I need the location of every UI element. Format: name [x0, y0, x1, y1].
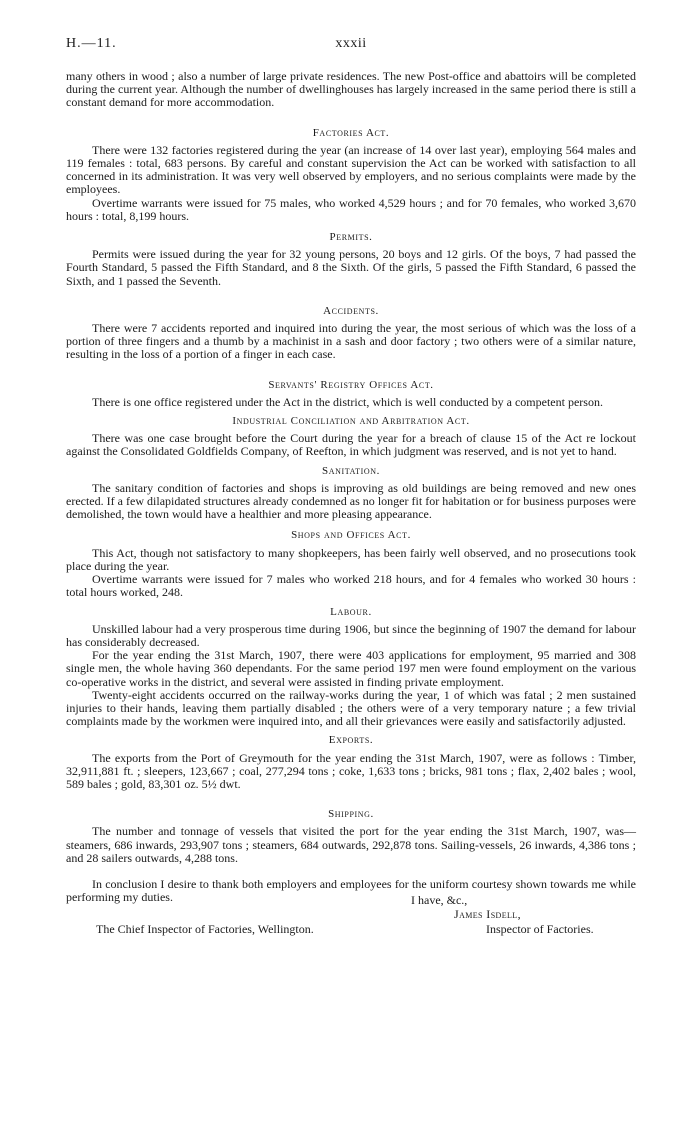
section-heading: Accidents.	[323, 304, 379, 317]
section-heading: Labour.	[330, 605, 372, 618]
section-heading: Industrial Conciliation and Arbitration Act.	[232, 415, 470, 428]
paragraph: Unskilled labour had a very prosperous time during 1906, but since the beginning of 1907 the demand for labour has considerably decreased.	[66, 621, 636, 649]
intro-paragraph: many others in wood ; also a number of large private residences. The new Post-office and abattoirs will be completed during the current year. Although the number of dwellinghouses has largely increased in the same period there is still a constant demand for more accommodation.	[66, 69, 636, 110]
section-heading: Factories Act.	[312, 126, 390, 139]
document-reference: H.—11.	[66, 36, 117, 51]
paragraph: This Act, though not satisfactory to many shopkeepers, has been fairly well observed, and no prosecutions took place during the year.	[66, 545, 636, 573]
section-shops-offices	[66, 529, 636, 599]
signatory-name: James Isdell,	[454, 907, 521, 922]
paragraph: Overtime warrants were issued for 7 males who worked 218 hours, and for 4 females who worked 30 hours : total hours worked, 248.	[66, 572, 636, 600]
paragraph: Permits were issued during the year for 32 young persons, 20 boys and 12 girls. Of the boys, 7 had passed the Fourth Standard, 5 passed the Fifth Standard, and 8 the Sixth. Of the girls, 5 passed the Fifth Standard, 6 passed the Sixth, and 1 passed the Seventh.	[66, 247, 636, 288]
section-heading: Servants' Registry Offices Act.	[268, 378, 434, 391]
salutation: I have, &c.,	[411, 893, 468, 908]
closing-paragraph: In conclusion I desire to thank both employers and employees for the uniform courtesy shown towards me while performing my duties.	[66, 876, 636, 905]
paragraph: There were 132 factories registered during the year (an increase of 14 over last year), employing 564 males and 119 females : total, 683 persons. By careful and constant supervision the Act can be worked with satisfaction to all concerned in its administration. It was very well observed by employers, and no serious complaints were made by the employees.	[66, 142, 636, 197]
page-header	[66, 36, 636, 56]
section-heading: Sanitation.	[322, 464, 380, 477]
paragraph: Twenty-eight accidents occurred on the railway-works during the year, 1 of which was fatal ; 2 men sustained injuries to their hands, leaving them partially disabled ; the others were of a very temporary nature ; a few trivial complaints made by the workmen were inquired into, and all their grievances were easily and satisfactorily adjusted.	[66, 687, 636, 729]
signature-block	[66, 893, 636, 967]
paragraph: The number and tonnage of vessels that visited the port for the year ending the 31st March, 1907, was—steamers, 686 inwards, 293,907 tons ; steamers, 684 outwards, 292,878 tons. Sailing-vessels, 26 inwards, 4,386 tons ; and 28 sailers outwards, 4,288 tons.	[66, 824, 636, 865]
paragraph: Overtime warrants were issued for 75 males, who worked 4,529 hours ; and for 70 females, who worked 3,670 hours : total, 8,199 hours.	[66, 195, 636, 223]
paragraph: For the year ending the 31st March, 1907, there were 403 applications for employment, 95 married and 308 single men, the whole having 360 dependants. For the same period 197 men were found employment on the various co-operative works in the district, and several were assisted in finding private employment.	[66, 648, 636, 689]
section-permits	[66, 231, 636, 288]
paragraph: There was one case brought before the Court during the year for a breach of clause 15 of the Act re lockout against the Consolidated Goldfields Company, of Reefton, in which judgment was reserved, and is not yet to hand.	[66, 431, 636, 459]
paragraph: There is one office registered under the Act in the district, which is well conducted by a competent person.	[92, 394, 603, 409]
paragraph: The exports from the Port of Greymouth for the year ending the 31st March, 1907, were as follows : Timber, 32,911,881 ft. ; sleepers, 123,667 ; coal, 277,294 tons ; coke, 1,633 tons ; bricks, 981 tons ; flax, 2,402 bales ; wool, 589 bales ; gold, 83,301 oz. 5½ dwt.	[66, 750, 636, 791]
section-shipping	[66, 808, 636, 865]
section-servants-registry	[66, 379, 636, 409]
section-labour	[66, 606, 636, 729]
section-heading: Shops and Offices Act.	[291, 529, 411, 542]
section-exports	[66, 734, 636, 791]
section-accidents	[66, 305, 636, 362]
section-sanitation	[66, 465, 636, 522]
section-heading: Shipping.	[328, 808, 374, 821]
document-body	[66, 70, 636, 967]
section-factories-act	[66, 127, 636, 223]
signatory-title: Inspector of Factories.	[486, 922, 594, 937]
section-industrial-conciliation	[66, 415, 636, 459]
paragraph: The sanitary condition of factories and shops is improving as old buildings are being removed and new ones erected. If a few dilapidated structures already condemned as no longer fit for habitation or for business purposes were demolished, the town would have a healthier and more pleasing appearance.	[66, 480, 636, 522]
section-heading: Exports.	[328, 734, 374, 747]
paragraph: There were 7 accidents reported and inquired into during the year, the most serious of which was the loss of a portion of three fingers and a thumb by a machinist in a sash and door factory ; two others were of a similar nature, resulting in the loss of a portion of a finger in each case.	[66, 321, 636, 362]
addressee: The Chief Inspector of Factories, Wellington.	[96, 922, 314, 937]
page-number: xxxii	[335, 36, 367, 51]
closing	[66, 878, 636, 967]
section-heading: Permits.	[329, 231, 373, 244]
